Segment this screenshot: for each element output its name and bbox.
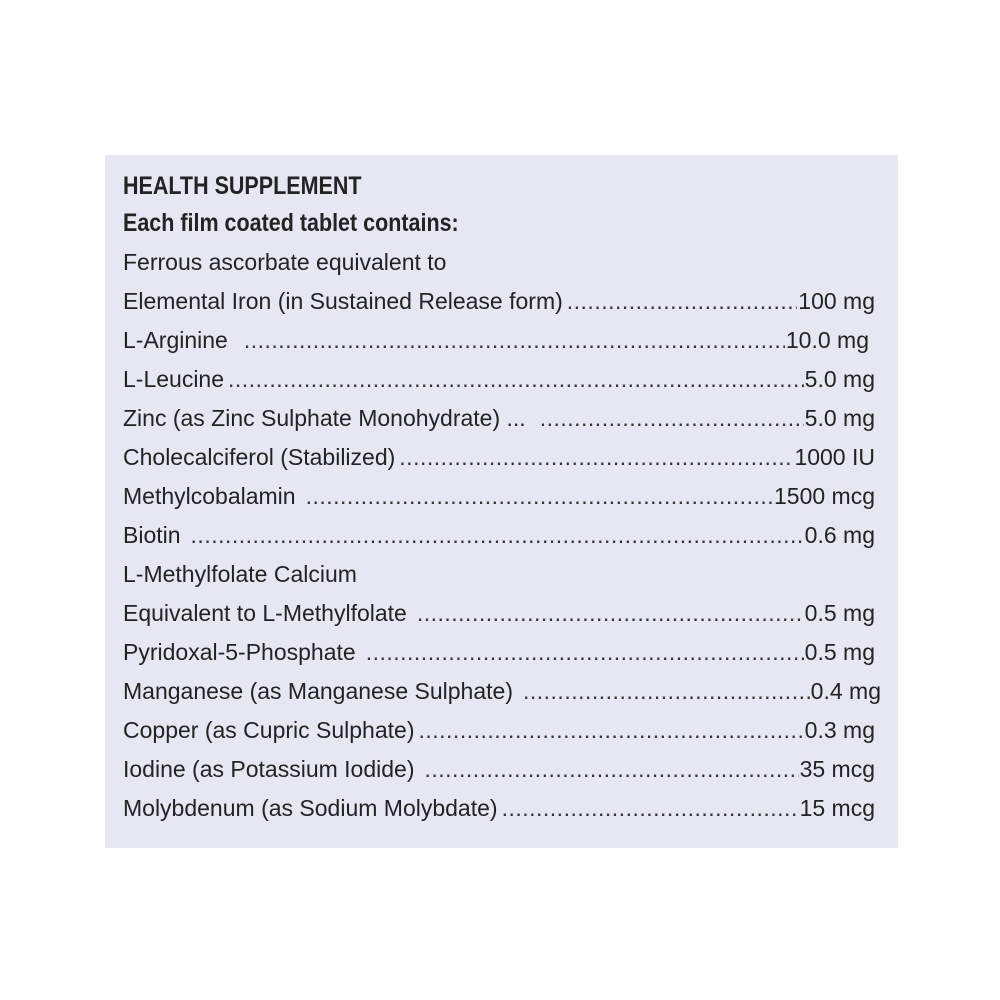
ingredient-row-l-arginine (123, 321, 875, 360)
ingredient-amount: 10.0 mg (785, 327, 869, 353)
ingredient-amount: 100 mg (798, 288, 875, 314)
ingredient-name: Manganese (as Manganese Sulphate) (123, 678, 513, 704)
ingredient-amount: 0.3 mg (804, 717, 875, 743)
dot-leader (191, 516, 804, 555)
ingredient-row-zinc (123, 399, 875, 438)
ingredient-name: Molybdenum (as Sodium Molybdate) (123, 795, 498, 821)
ingredient-amount: 35 mcg (799, 756, 875, 782)
ingredient-row-iodine (123, 750, 875, 789)
ingredient-name: Pyridoxal-5-Phosphate (123, 639, 356, 665)
ingredient-row-molybdenum (123, 789, 875, 828)
dot-leader (425, 750, 799, 789)
ingredient-row-l-leucine (123, 360, 875, 399)
ingredient-row-methylcobalamin (123, 477, 875, 516)
label-heading: HEALTH SUPPLEMENT (123, 172, 362, 200)
ingredient-amount: 5.0 mg (804, 366, 875, 392)
dot-leader (366, 633, 804, 672)
ingredient-name: L-Methylfolate Calcium (123, 561, 357, 587)
ingredient-name: Biotin (123, 522, 181, 548)
dot-leader (502, 789, 799, 828)
ingredient-amount: 0.4 mg (810, 678, 881, 704)
ingredient-row-l-methylfolate (123, 594, 875, 633)
label-content (123, 169, 881, 828)
dot-leader (306, 477, 773, 516)
dot-leader (418, 711, 803, 750)
ingredient-row-manganese (123, 672, 881, 711)
ingredient-name: Copper (as Cupric Sulphate) (123, 717, 415, 743)
ingredient-name: Zinc (as Zinc Sulphate Monohydrate) ... (123, 405, 526, 431)
ingredient-row-ferrous-ascorbate (123, 243, 875, 282)
ingredient-amount: 0.6 mg (804, 522, 875, 548)
dot-leader (417, 594, 804, 633)
ingredient-name: L-Arginine (123, 327, 228, 353)
ingredient-amount: 1000 IU (794, 444, 875, 470)
ingredient-name: Equivalent to L-Methylfolate (123, 600, 407, 626)
ingredient-name: Elemental Iron (in Sustained Release form) (123, 288, 563, 314)
dot-leader (244, 321, 785, 360)
ingredient-name: Iodine (as Potassium Iodide) (123, 756, 415, 782)
ingredient-row-cholecalciferol (123, 438, 875, 477)
ingredient-amount: 5.0 mg (804, 405, 875, 431)
ingredient-amount: 0.5 mg (804, 600, 875, 626)
ingredient-name: L-Leucine (123, 366, 225, 392)
ingredient-row-copper (123, 711, 875, 750)
dot-leader (523, 672, 810, 711)
dot-leader (567, 282, 798, 321)
supplement-facts-panel (105, 155, 898, 848)
ingredient-name: Ferrous ascorbate equivalent to (123, 249, 447, 275)
ingredient-name: Cholecalciferol (Stabilized) (123, 444, 396, 470)
ingredient-amount: 1500 mcg (773, 483, 875, 509)
dot-leader (228, 360, 804, 399)
ingredient-row-pyridoxal-5-phosphate (123, 633, 875, 672)
ingredient-row-elemental-iron (123, 282, 875, 321)
ingredient-amount: 0.5 mg (804, 639, 875, 665)
ingredient-name: Methylcobalamin (123, 483, 296, 509)
dot-leader (540, 399, 804, 438)
label-subheading: Each film coated tablet contains: (123, 209, 459, 237)
ingredient-amount: 15 mcg (799, 795, 875, 821)
ingredient-row-l-methylfolate-calcium (123, 555, 875, 594)
ingredient-row-biotin (123, 516, 875, 555)
dot-leader (399, 438, 793, 477)
